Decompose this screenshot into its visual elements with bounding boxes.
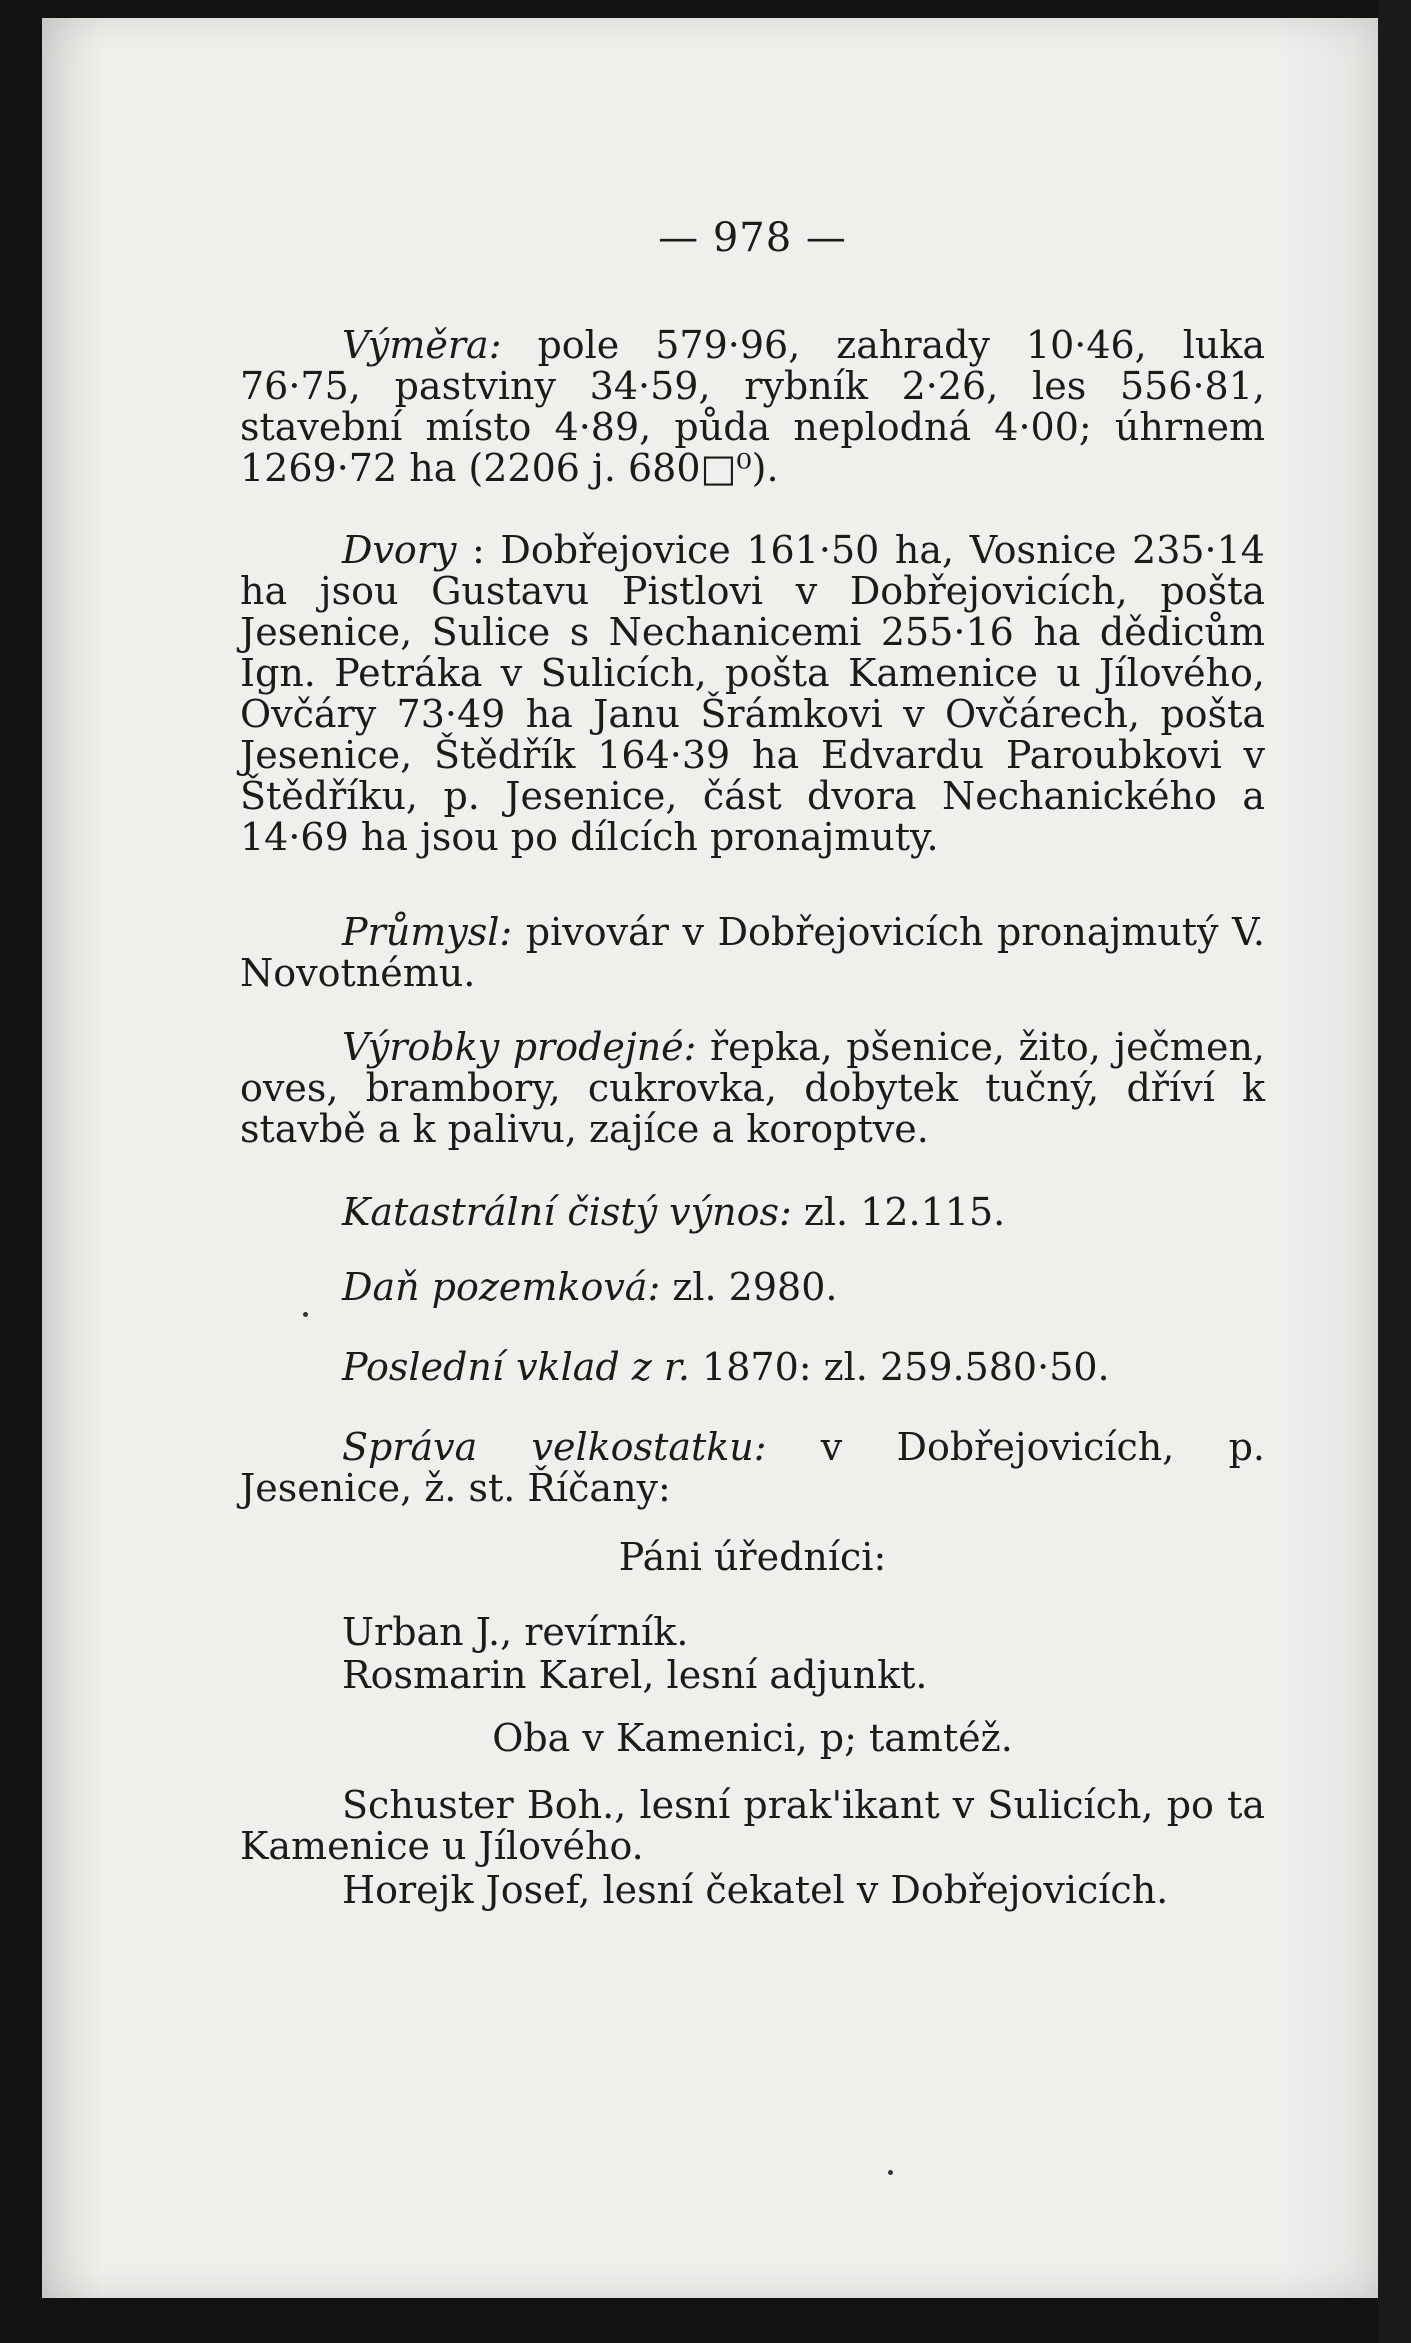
binding-edge bbox=[1378, 0, 1411, 2343]
official-schuster: Schuster Boh., lesní prak'ikant v Sulicích, po ta Kamenice u Jílového. bbox=[240, 1783, 1265, 1868]
page-number: — 978 — bbox=[658, 215, 847, 261]
section-text: : Dobřejovice 161·50 ha, Vosnice 235·14 ha jsou Gustavu Pistlovi v Dobřejovicích, pošta Jesenice, Sulice s Nechanicemi 255·16 ha dědicům Ign. Petráka v Sulicích, pošta Kamenice u Jílového, Ovčáry 73·49 ha Janu Šrámkovi v Ovčárech, pošta Jesenice, Štědřík 164·39 ha Edvardu Paroubkovi v Štědříku, p. Jesenice, část dvora Nechanického a 14·69 ha jsou po dílcích pronajmuty. bbox=[240, 528, 1265, 859]
section-label: Správa velkostatku: bbox=[342, 1425, 767, 1469]
section-label: Katastrální čistý výnos: bbox=[342, 1190, 792, 1234]
section-dvory bbox=[240, 530, 1265, 858]
section-text: zl. 12.115. bbox=[791, 1190, 1006, 1234]
official-urban: Urban J., revírník. bbox=[342, 1610, 689, 1654]
section-katastralni bbox=[240, 1192, 1265, 1233]
section-text: v Dobřejovicích, p. Jesenice, ž. st. Říčany: bbox=[240, 1425, 1265, 1510]
section-label: Daň pozemková: bbox=[342, 1265, 661, 1309]
section-label: Dvory bbox=[342, 528, 457, 572]
section-vymera bbox=[240, 325, 1265, 489]
officials-location: Oba v Kamenici, p; tamtéž. bbox=[492, 1716, 1013, 1760]
section-vklad bbox=[240, 1347, 1265, 1388]
ink-speck bbox=[303, 1312, 308, 1317]
section-vyrobky bbox=[240, 1027, 1265, 1150]
section-text: pole 579·96, zahrady 10·46, luka 76·75, pastviny 34·59, rybník 2·26, les 556·81, stavební místo 4·89, půda neplodná 4·00; úhrnem 1269·72 ha (2206 j. 680□⁰). bbox=[240, 323, 1265, 490]
section-text: 1870: zl. 259.580·50. bbox=[689, 1345, 1110, 1389]
section-sprava bbox=[240, 1427, 1265, 1509]
section-text: řepka, pšenice, žito, ječmen, oves, brambory, cukrovka, dobytek tučný, dříví k stavbě a k palivu, zajíce a koroptve. bbox=[240, 1025, 1266, 1151]
section-text: zl. 2980. bbox=[660, 1265, 838, 1309]
section-label: Průmysl: bbox=[342, 910, 513, 954]
section-label: Výměra: bbox=[342, 323, 502, 367]
section-dan bbox=[240, 1267, 1265, 1308]
officials-heading: Páni úředníci: bbox=[618, 1535, 887, 1579]
section-label: Výrobky prodejné: bbox=[342, 1025, 697, 1069]
section-text: pivovár v Dobřejovicích pronajmutý V. Novotnému. bbox=[240, 910, 1265, 995]
section-prumysl bbox=[240, 912, 1265, 994]
section-label: Poslední vklad z r. bbox=[342, 1345, 690, 1389]
official-horejk: Horejk Josef, lesní čekatel v Dobřejovicích. bbox=[342, 1868, 1169, 1912]
ink-speck bbox=[888, 2170, 893, 2175]
official-rosmarin: Rosmarin Karel, lesní adjunkt. bbox=[342, 1653, 928, 1697]
